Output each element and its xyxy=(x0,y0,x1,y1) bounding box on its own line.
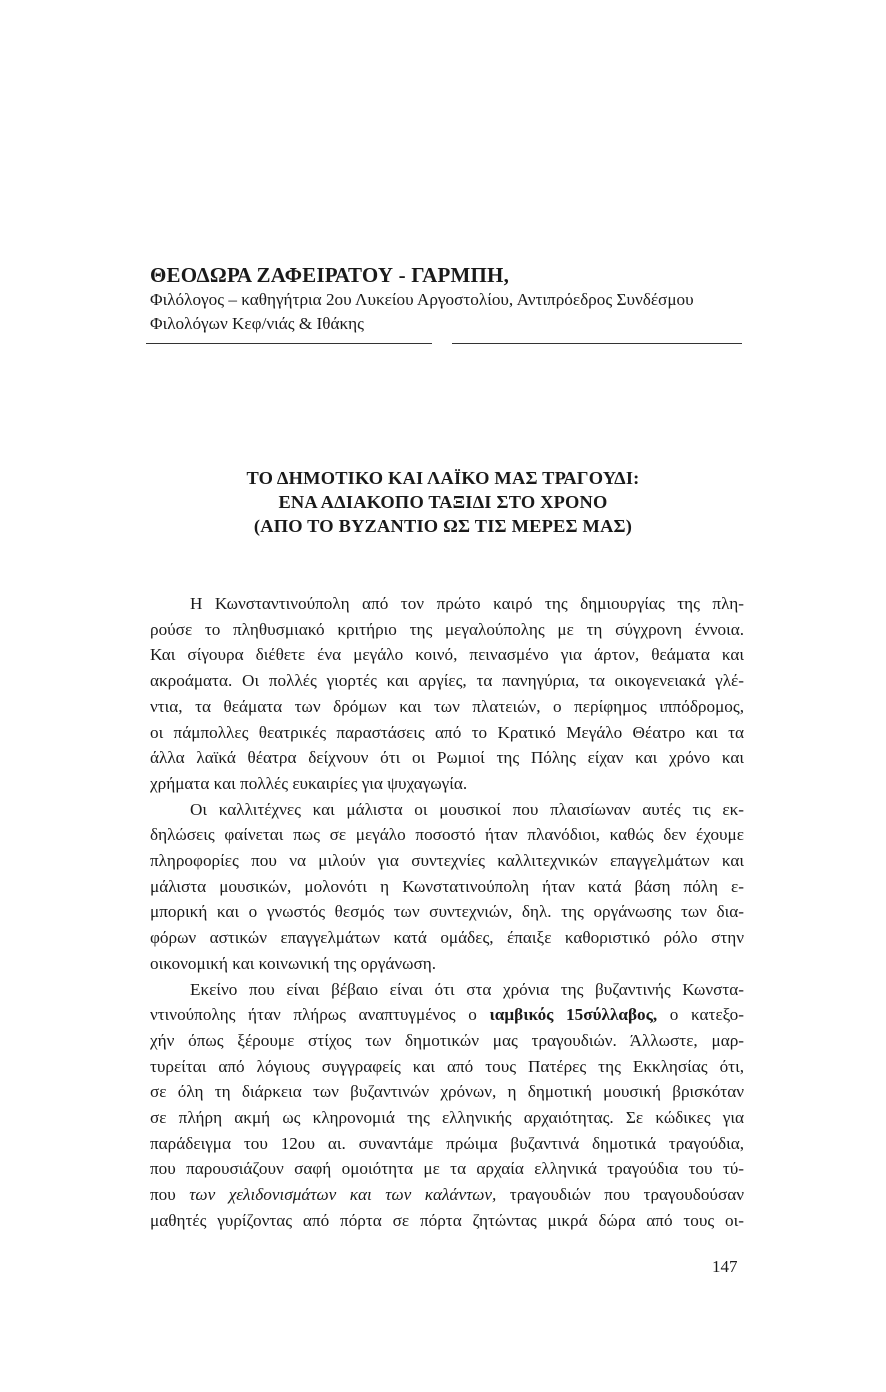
article-title xyxy=(100,466,786,538)
text-line: Η Κωνσταντινούπολη από τον πρώτο καιρό της δημιουργίας της πλη- xyxy=(190,594,744,613)
text-line: δηλώσεις φαίνεται πως σε μεγάλο ποσοστό ήταν πλανόδιοι, καθώς δεν έχουμε xyxy=(150,825,744,845)
italic-phrase: των χελιδονισμάτων και των καλάντων, xyxy=(189,1185,497,1205)
title-line-1: ΤΟ ΔΗΜΟΤΙΚΟ ΚΑΙ ΛΑΪΚΟ ΜΑΣ ΤΡΑΓΟΥΔΙ: xyxy=(246,468,640,488)
text-line: οι πάμπολλες θεατρικές παραστάσεις από το Κρατικό Μεγάλο Θέατρο και τα xyxy=(150,722,744,742)
title-line-3: (ΑΠΟ ΤΟ ΒΥΖΑΝΤΙΟ ΩΣ ΤΙΣ ΜΕΡΕΣ ΜΑΣ) xyxy=(253,516,633,536)
text-line: ακροάματα. Οι πολλές γιορτές και αργίες, τα πανηγύρια, τα οικογενειακά γλέ- xyxy=(150,671,744,691)
body-text xyxy=(150,591,744,1234)
author-affiliation-line-2: Φιλολόγων Κεφ/νιάς & Ιθάκης xyxy=(150,314,364,333)
text-line: σε πλήρη ακμή ως κληρονομιά της ελληνικής αρχαιότητας. Σε κώδικες για xyxy=(150,1108,744,1128)
text-run: τραγουδιών που τραγουδούσαν xyxy=(496,1185,744,1205)
text-line: χρήματα και πολλές ευκαιρίες για ψυχαγωγία. xyxy=(150,773,468,793)
text-run: που xyxy=(150,1185,190,1205)
text-line: χήν όπως ξέρουμε στίχος των δημοτικών μας τραγουδιών. Άλλωστε, μαρ- xyxy=(150,1030,744,1050)
paragraph-2 xyxy=(150,797,744,977)
page-number: 147 xyxy=(712,1257,738,1276)
text-line xyxy=(150,1002,744,1028)
text-line: μάλιστα μουσικών, μολονότι η Κωνστατινούπολη ήταν κατά βάση πόλη ε- xyxy=(150,876,744,896)
title-line-2: ΕΝΑ ΑΔΙΑΚΟΠΟ ΤΑΞΙΔΙ ΣΤΟ ΧΡΟΝΟ xyxy=(278,492,608,512)
text-line: που παρουσιάζουν σαφή ομοιότητα με τα αρχαία ελληνικά τραγούδια του τύ- xyxy=(150,1159,744,1179)
text-line: σε όλη τη διάρκεια των βυζαντινών χρόνων, η δημοτική μουσική βρισκόταν xyxy=(150,1082,744,1102)
separator-rule-left xyxy=(146,343,432,344)
separator-rule-right xyxy=(452,343,742,344)
text-line: τυρείται από λόγιους συγγραφείς και από τους Πατέρες της Εκκλησίας ότι, xyxy=(150,1056,744,1076)
text-line: Και σίγουρα διέθετε ένα μεγάλο κοινό, πεινασμένο για άρτον, θεάματα και xyxy=(150,645,744,665)
text-line: οικονομική και κοινωνική της οργάνωση. xyxy=(150,953,437,973)
author-block xyxy=(150,262,750,336)
text-line: φόρων αστικών επαγγελμάτων κατά ομάδες, έπαιξε καθοριστικό ρόλο στην xyxy=(150,928,744,948)
text-line xyxy=(150,1182,744,1208)
text-run: ο κατεξο- xyxy=(657,1005,744,1025)
text-line: μπορική και ο γνωστός θεσμός των συντεχνιών, δηλ. της οργάνωσης των δια- xyxy=(150,902,744,922)
text-line: μαθητές γυρίζοντας από πόρτα σε πόρτα ζητώντας μικρά δώρα από τους οι- xyxy=(150,1210,744,1230)
paragraph-3 xyxy=(150,977,744,1234)
text-line: Οι καλλιτέχνες και μάλιστα οι μουσικοί που πλαισίωναν αυτές τις εκ- xyxy=(190,799,744,819)
author-name: ΘΕΟΔΩΡΑ ΖΑΦΕΙΡΑΤΟΥ - ΓΑΡΜΠΗ, xyxy=(150,263,510,287)
paragraph-1 xyxy=(150,591,744,797)
author-affiliation-line-1: Φιλόλογος – καθηγήτρια 2ου Λυκείου Αργοστολίου, Αντιπρόεδρος Συνδέσμου xyxy=(150,290,694,309)
text-line: άλλα λαϊκά θέατρα δείχνουν ότι οι Ρωμιοί της Πόλης είχαν και χρόνο και xyxy=(150,748,744,768)
text-line: πληροφορίες που να μιλούν για συντεχνίες καλλιτεχνικών επαγγελμάτων και xyxy=(150,851,744,871)
text-line: παράδειγμα του 12ου αι. συναντάμε πρώιμα βυζαντινά δημοτικά τραγούδια, xyxy=(150,1133,744,1153)
text-run: ντινούπολης ήταν πλήρως αναπτυγμένος ο xyxy=(150,1005,490,1025)
bold-term: ιαμβικός 15σύλλαβος, xyxy=(489,1005,658,1025)
text-line: ρούσε το πληθυσμιακό κριτήριο της μεγαλούπολης με τη σύγχρονη έννοια. xyxy=(150,619,744,639)
text-line: Εκείνο που είναι βέβαιο είναι ότι στα χρόνια της βυζαντινής Κωνστα- xyxy=(190,979,744,999)
text-line: ντια, τα θεάματα των δρόμων και των πλατειών, ο περίφημος ιππόδρομος, xyxy=(150,696,744,716)
